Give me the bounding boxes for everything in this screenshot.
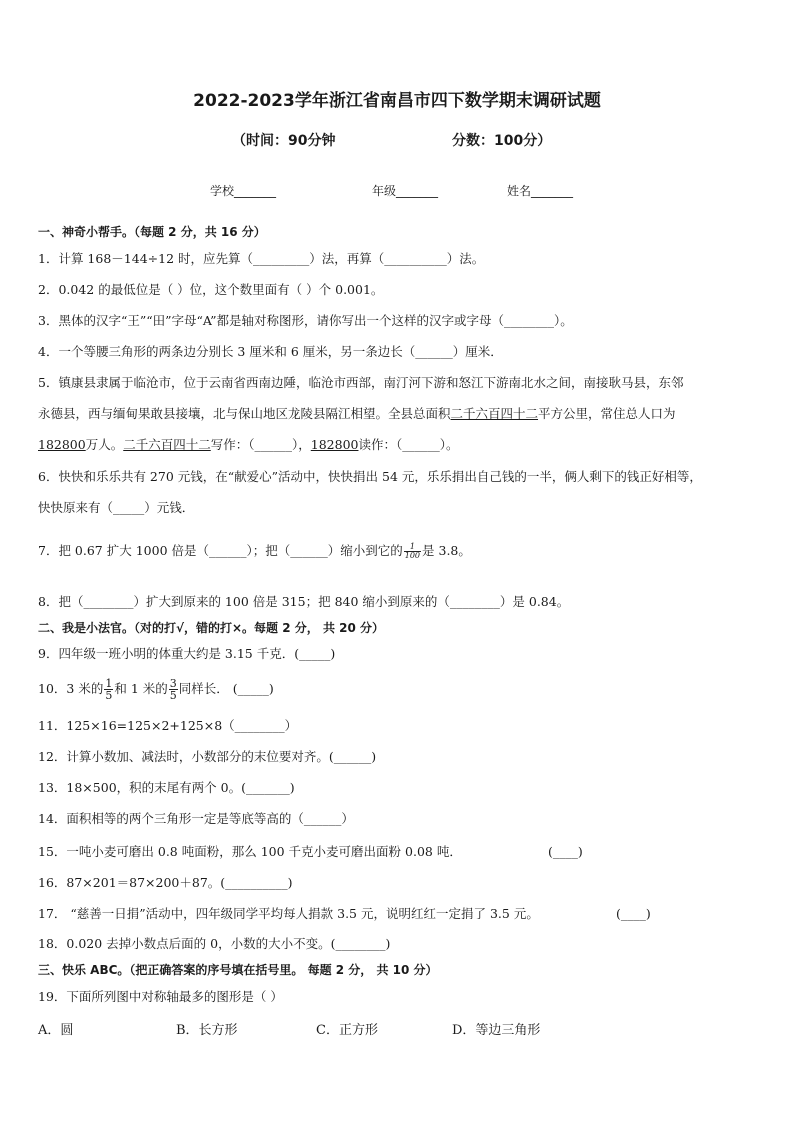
option-a: A．圆 xyxy=(38,1023,74,1038)
q10-text-c: 同样长． (_____) xyxy=(178,681,274,696)
score-label: 分数：100分） xyxy=(452,133,552,149)
question-5-line3 xyxy=(38,437,459,453)
q7-text-a: 7．把 0.67 扩大 1000 倍是（______）；把（______）缩小到它的 xyxy=(38,543,403,558)
school-field: 学校_______ xyxy=(210,184,277,198)
question-11: 11．125×16=125×2+125×8（________） xyxy=(38,718,298,733)
question-3: 3．黑体的汉字“王”“田”字母“A”都是轴对称图形，请你写出一个这样的汉字或字母（________）。 xyxy=(38,313,573,328)
question-13: 13．18×500，积的末尾有两个 0。(_______) xyxy=(38,780,295,795)
q5-area: 二千六百四十二 xyxy=(450,406,539,421)
option-c: C．正方形 xyxy=(316,1023,378,1038)
time-label: （时间：90分钟 xyxy=(232,133,336,149)
q5-text-a: 万人。 xyxy=(85,437,124,452)
question-16: 16．87×201＝87×200＋87。(__________) xyxy=(38,875,293,890)
question-15-blank: (____) xyxy=(548,844,583,859)
section2-heading: 二、我是小法官。（对的打√，错的打×。每题 2 分， 共 20 分） xyxy=(38,621,384,635)
option-d: D．等边三角形 xyxy=(452,1023,541,1038)
q10-fraction-2 xyxy=(169,678,178,701)
q10-f2-numerator: 3 xyxy=(169,677,177,690)
question-14: 14．面积相等的两个三角形一定是等底等高的（______） xyxy=(38,811,354,826)
question-4: 4．一个等腰三角形的两条边分别长 3 厘米和 6 厘米，另一条边长（______）厘米． xyxy=(38,344,503,359)
q7-text-b: 是 3.8。 xyxy=(422,543,471,558)
question-17-blank: (____) xyxy=(616,906,651,921)
question-2: 2．0.042 的最低位是（ ）位，这个数里面有（ ）个 0.001。 xyxy=(38,282,384,297)
q5-text: 永德县，西与缅甸果敢县接壤，北与保山地区龙陵县隔江相望。全县总面积 xyxy=(38,406,451,421)
exam-title: 2022-2023学年浙江省南昌市四下数学期末调研试题 xyxy=(193,91,601,111)
q10-f2-denominator: 5 xyxy=(169,689,177,702)
question-6-line1: 6．快快和乐乐共有 270 元钱，在“献爱心”活动中，快快捐出 54 元，乐乐捐出自己钱的一半，俩人剩下的钱正好相等， xyxy=(38,469,702,484)
question-18: 18．0.020 去掉小数点后面的 0，小数的大小不变。(________) xyxy=(38,936,391,951)
q7-frac-numerator: 1 xyxy=(404,543,421,552)
q10-fraction-1 xyxy=(104,678,113,701)
question-6-line2: 快快原来有（_____）元钱． xyxy=(38,500,195,515)
question-10 xyxy=(38,678,274,701)
question-19: 19．下面所列图中对称轴最多的图形是（ ） xyxy=(38,989,283,1004)
q5-pop2: 182800 xyxy=(310,437,359,452)
q5-pop: 182800 xyxy=(38,437,86,452)
question-12: 12．计算小数加、减法时，小数部分的末位要对齐。(______) xyxy=(38,749,377,764)
q5-text-b: 写作：（______）， xyxy=(210,437,311,452)
q5-area2: 二千六百四十二 xyxy=(123,437,211,452)
name-field: 姓名_______ xyxy=(507,184,574,198)
question-17: 17． “慈善一日捐”活动中，四年级同学平均每人捐款 3.5 元，说明红红一定捐了 3.5 元。 xyxy=(38,906,539,921)
question-15: 15．一吨小麦可磨出 0.8 吨面粉，那么 100 千克小麦可磨出面粉 0.08 吨． xyxy=(38,844,462,859)
q5-text-c: 读作：（______）。 xyxy=(358,437,459,452)
question-7 xyxy=(38,543,471,560)
q10-f1-numerator: 1 xyxy=(105,677,113,690)
q10-f1-denominator: 5 xyxy=(105,689,113,702)
q7-frac-denominator: 100 xyxy=(404,551,421,560)
question-5-line1: 5．镇康县隶属于临沧市，位于云南省西南边陲，临沧市西部，南汀河下游和怒江下游南北水之间，南接耿马县，东邻 xyxy=(38,375,684,390)
q7-fraction xyxy=(404,543,421,560)
question-8: 8．把（________）扩大到原来的 100 倍是 315；把 840 缩小到原来的（________）是 0.84。 xyxy=(38,594,570,609)
question-1: 1．计算 168－144÷12 时，应先算（_________）法，再算（__________）法。 xyxy=(38,251,485,266)
grade-field: 年级_______ xyxy=(372,184,439,198)
option-b: B．长方形 xyxy=(176,1023,238,1038)
question-5-line2 xyxy=(38,406,676,422)
q10-text-b: 和 1 米的 xyxy=(114,681,168,696)
question-9: 9．四年级一班小明的体重大约是 3.15 千克．(_____) xyxy=(38,646,336,661)
q10-text-a: 10．3 米的 xyxy=(38,681,104,696)
q5-text-end: 平方公里，常住总人口为 xyxy=(538,406,676,421)
section3-heading: 三、快乐 ABC。（把正确答案的序号填在括号里。 每题 2 分， 共 10 分） xyxy=(38,963,438,977)
section1-heading: 一、神奇小帮手。（每题 2 分，共 16 分） xyxy=(38,225,266,239)
